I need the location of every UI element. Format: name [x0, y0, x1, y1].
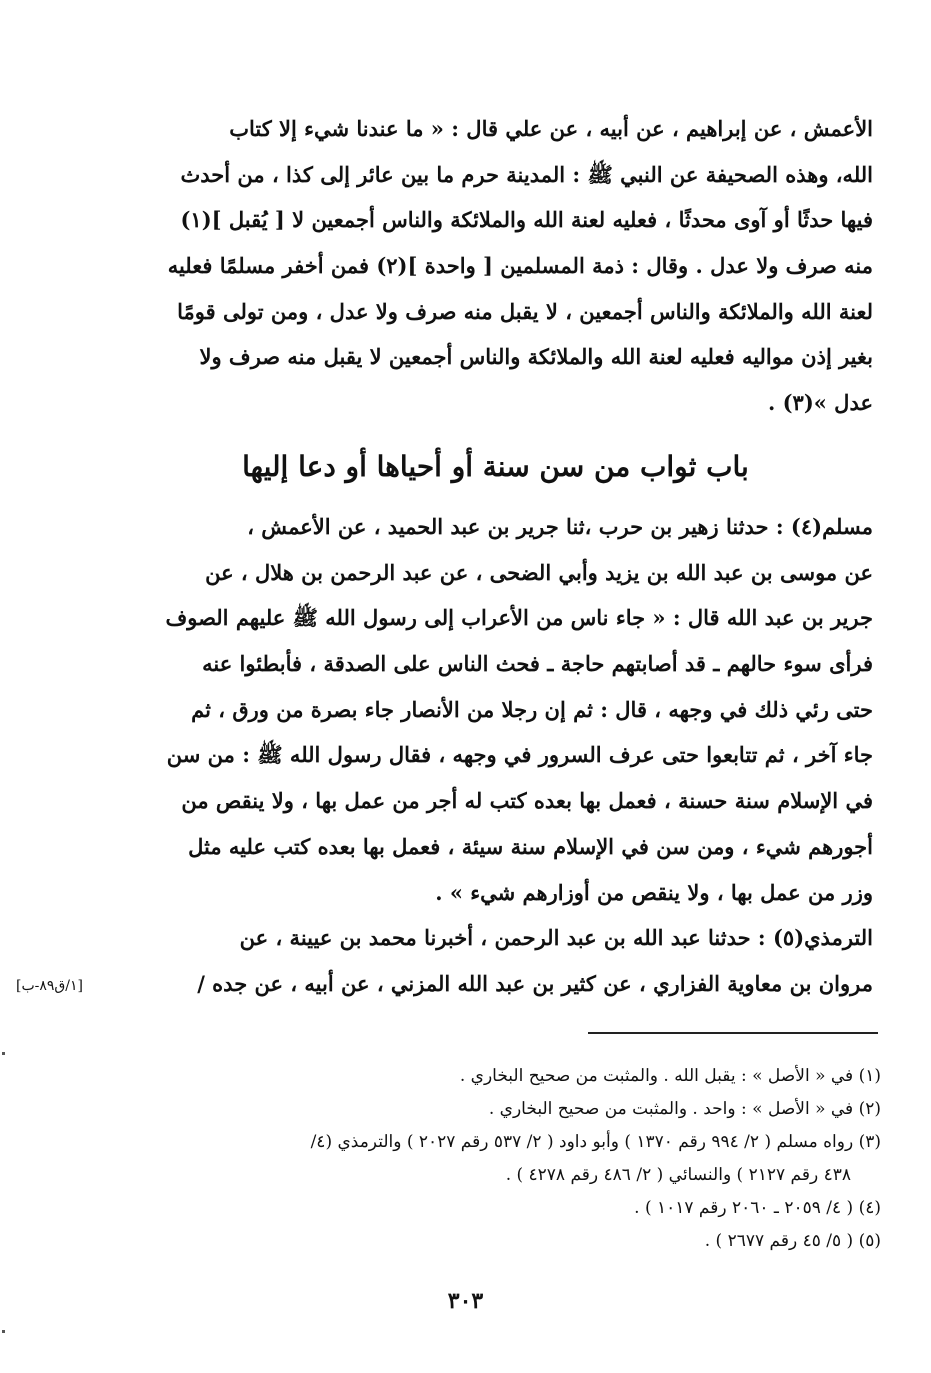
text-line: في الإسلام سنة حسنة ، فعمل بها بعده كتب له أجر من عمل بها ، ولا ينقص من: [181, 788, 873, 814]
text-line: مسلم(٤) : حدثنا زهير بن حرب ،ثنا جرير بن عبد الحميد ، عن الأعمش ،: [247, 514, 873, 539]
text-line: الترمذي(٥) : حدثنا عبد الله بن عبد الرحمن ، أخبرنا محمد بن عيينة ، عن: [239, 925, 873, 950]
footnote-3: (٣) رواه مسلم ( ٢/ ٩٩٤ رقم ١٣٧٠ ) وأبو داود ( ٢/ ٥٣٧ رقم ٢٠٢٧ ) والترمذي (٤/: [310, 1132, 881, 1152]
footnote-1: (١) في « الأصل » : يقبل الله . والمثبت من صحيح البخاري .: [459, 1066, 881, 1086]
hadith-paragraph-muslim: [138, 504, 873, 915]
hadith-paragraph-tirmidhi: [138, 915, 873, 1006]
text-line: بغير إذن مواليه فعليه لعنة الله والملائكة والناس أجمعين لا يقبل منه صرف ولا: [199, 344, 873, 370]
text-line: أجورهم شيء ، ومن سن في الإسلام سنة سيئة ، فعمل بها بعده كتب عليه مثل: [188, 833, 873, 859]
text-line: فرأى سوء حالهم ـ قد أصابتهم حاجة ـ فحث الناس على الصدقة ، فأبطئوا عنه: [202, 651, 873, 677]
text-line: مروان بن معاوية الفزاري ، عن كثير بن عبد الله المزني ، عن أبيه ، عن جده: [212, 970, 873, 996]
text-line: جاء آخر ، ثم تتابعوا حتى عرف السرور في وجهه ، فقال رسول الله ﷺ : من سن: [166, 742, 873, 768]
footnote-4: (٤) ( ٤/ ٢٠٥٩ ـ ٢٠٦٠ رقم ١٠١٧ ) .: [634, 1198, 881, 1218]
footnote-3-continued: ٤٣٨ رقم ٢١٢٧ ) والنسائي ( ٢/ ٤٨٦ رقم ٤٢٧٨ ) .: [505, 1165, 851, 1185]
text-line: الأعمش ، عن إبراهيم ، عن أبيه ، عن علي قال : « ما عندنا شيء إلا كتاب: [229, 116, 873, 141]
scan-speck: [2, 1330, 5, 1333]
text-line: منه صرف ولا عدل . وقال : ذمة المسلمين [ واحدة ](٢) فمن أخفر مسلمًا فعليه: [167, 253, 873, 279]
text-line: وزر من عمل بها ، ولا ينقص من أوزارهم شيء » .: [435, 879, 873, 905]
text-line: عدل »(٣) .: [767, 390, 873, 416]
footnote-2: (٢) في « الأصل » : واحد . والمثبت من صحيح البخاري .: [488, 1099, 881, 1119]
text-line: جرير بن عبد الله قال : « جاء ناس من الأعراب إلى رسول الله ﷺ عليهم الصوف: [165, 605, 873, 631]
text-line: حتى رئي ذلك في وجهه ، قال : ثم إن رجلا من الأنصار جاء بصرة من ورق ، ثم: [191, 696, 873, 722]
footnote-5: (٥) ( ٥/ ٤٥ رقم ٢٦٧٧ ) .: [704, 1231, 881, 1251]
text-line: عن موسى بن عبد الله بن يزيد وأبي الضحى ، عن عبد الرحمن بن هلال ، عن: [205, 559, 873, 585]
footnotes: [150, 1060, 881, 1258]
text-line: الله، وهذه الصحيفة عن النبي ﷺ : المدينة حرم ما بين عائر إلى كذا ، من أحدث: [180, 161, 873, 187]
text-line-with-ref: [138, 961, 873, 1007]
manuscript-folio-ref: [١/ق٨٩-ب]: [16, 978, 84, 994]
footnote-divider: [588, 1032, 878, 1034]
folio-slash: /: [197, 970, 205, 996]
text-line: فيها حدثًا أو آوى محدثًا ، فعليه لعنة الله والملائكة والناس أجمعين لا [ يُقبل ](١): [180, 207, 873, 233]
text-line: لعنة الله والملائكة والناس أجمعين ، لا يقبل منه صرف ولا عدل ، ومن تولى قومًا: [177, 298, 873, 324]
page-number: ٣٠٣: [447, 1288, 484, 1314]
scan-speck: [2, 1052, 5, 1055]
chapter-heading: باب ثواب من سن سنة أو أحياها أو دعا إليها: [242, 450, 749, 483]
hadith-paragraph-ali: [138, 106, 873, 426]
